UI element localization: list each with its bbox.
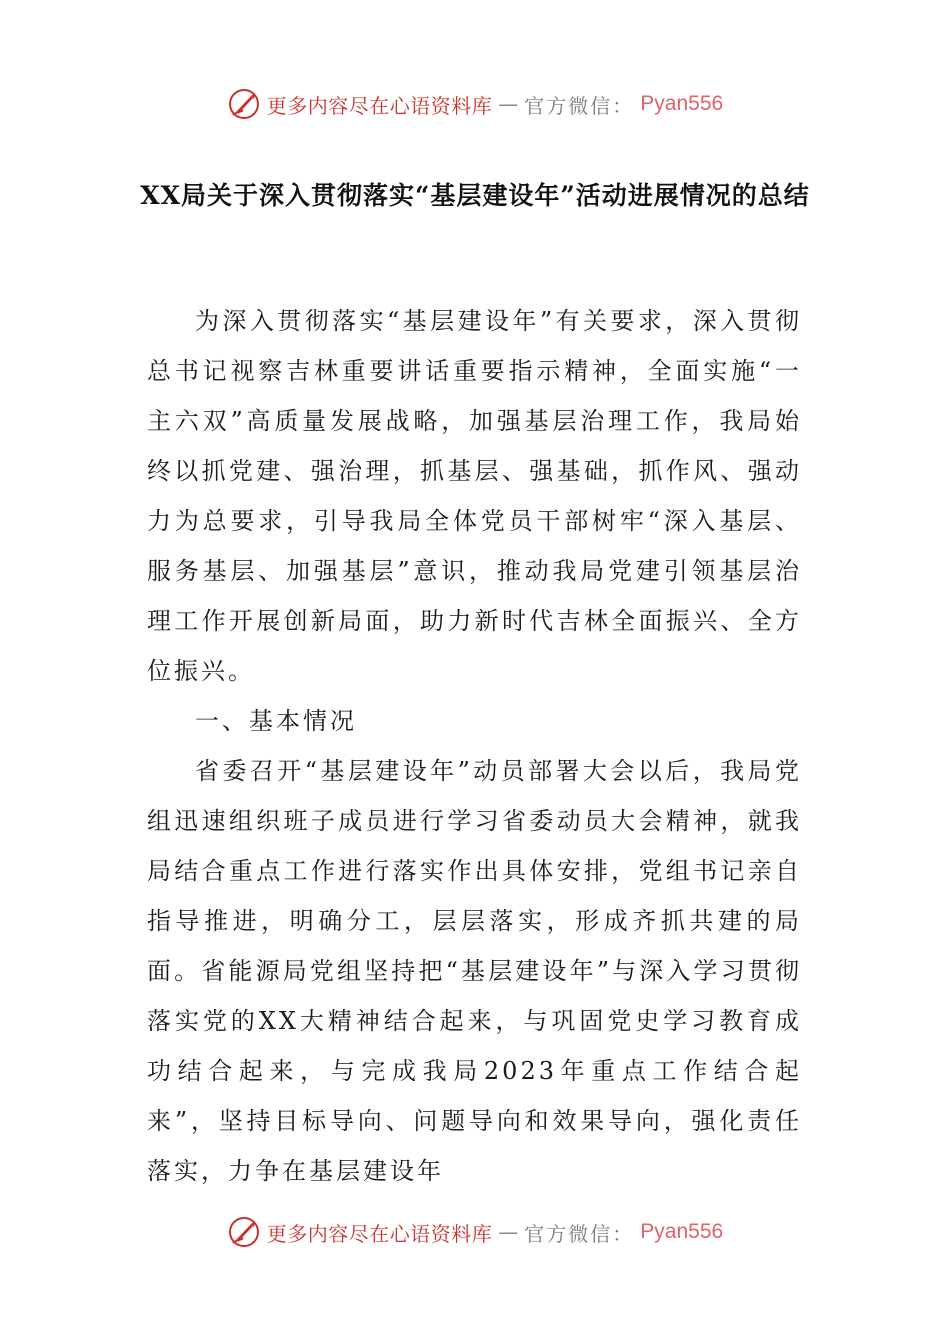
watermark-brand: 更多内容尽在心语资料库: [266, 93, 493, 118]
watermark-wechat-label: 官方微信：: [524, 93, 635, 118]
paragraph-intro: 为深入贯彻落实“基层建设年”有关要求，深入贯彻总书记视察吉林重要讲话重要指示精神，全面实施“一主六双”高质量发展战略，加强基层治理工作，我局始终以抓党建、强治理，抓基层、强基础，抓作风、强动力为总要求，引导我局全体党员干部树牢“深入基层、服务基层、加强基层”意识，推动我局党建引领基层治理工作开展创新局面，助力新时代吉林全面振兴、全方位振兴。: [147, 307, 802, 685]
document-body: [147, 296, 802, 1196]
watermark-wechat-id: Pyan556: [640, 1220, 724, 1243]
footer-watermark: [0, 1212, 950, 1252]
watermark-separator: —: [498, 92, 519, 116]
quill-pen-icon: [227, 87, 261, 121]
header-watermark: [0, 84, 950, 124]
watermark-wechat-label: 官方微信：: [524, 1221, 635, 1246]
watermark-wechat-id: Pyan556: [640, 92, 724, 115]
watermark-separator: —: [498, 1220, 519, 1244]
paragraph-basic-situation: 省委召开“基层建设年”动员部署大会以后，我局党组迅速组织班子成员进行学习省委动员大会精神，就我局结合重点工作进行落实作出具体安排，党组书记亲自指导推进，明确分工，层层落实，形成齐抓共建的局面。省能源局党组坚持把“基层建设年”与深入学习贯彻落实党的XX大精神结合起来，与巩固党史学习教育成功结合起来，与完成我局2023年重点工作结合起来”，坚持目标导向、问题导向和效果导向，强化责任落实，力争在基层建设年: [147, 757, 802, 1185]
document-title: XX局关于深入贯彻落实“基层建设年”活动进展情况的总结: [140, 181, 810, 210]
watermark-brand: 更多内容尽在心语资料库: [266, 1221, 493, 1246]
section-heading: 一、基本情况: [195, 707, 357, 735]
quill-pen-icon: [227, 1215, 261, 1249]
